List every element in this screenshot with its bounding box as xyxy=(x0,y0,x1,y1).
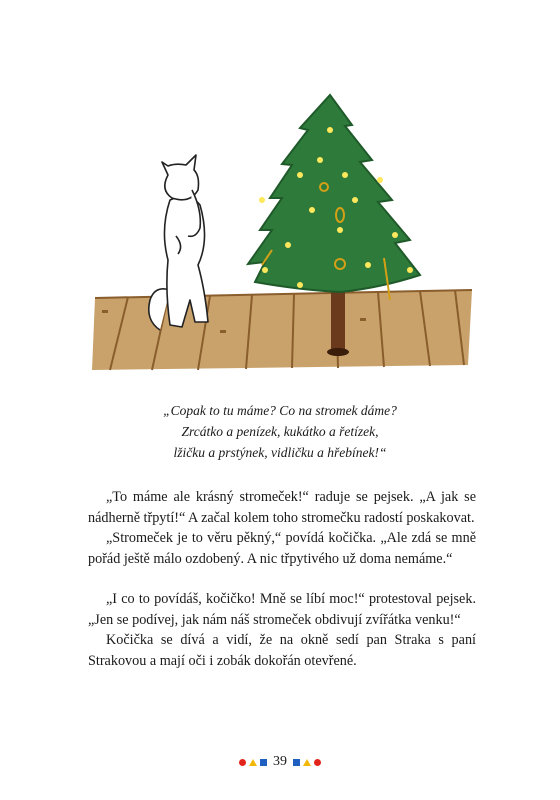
paragraph: „I co to povídáš, kočičko! Mně se líbí moc!“ protestoval pejsek. „Jen se podívej, jak nám náš stromeček obdivují zvířátka venku!“ xyxy=(88,591,476,628)
blue-square-icon xyxy=(293,759,300,766)
poem-line: „Copak to tu máme? Co na stromek dáme? xyxy=(163,403,397,418)
footer-shapes-left xyxy=(239,759,267,766)
poem-line: Zrcátko a penízek, kukátko a řetízek, xyxy=(181,424,379,439)
yellow-triangle-icon xyxy=(249,759,257,766)
page-footer xyxy=(0,752,560,772)
paragraph: „Stromeček je to věru pěkný,“ povídá kočička. „Ale zdá se mně pořád ještě málo ozdobený. A nic třpytivého už doma nemáme.“ xyxy=(88,530,476,567)
paragraph: Kočička se dívá a vidí, že na okně sedí pan Straka s paní Strakovou a mají oči i zobák dokořán otevřené. xyxy=(88,632,476,669)
poem xyxy=(100,400,460,463)
illustration xyxy=(0,0,560,380)
red-dot-icon xyxy=(314,759,321,766)
blue-square-icon xyxy=(260,759,267,766)
story-text xyxy=(88,487,476,671)
footer-shapes-right xyxy=(293,759,321,766)
page-number: 39 xyxy=(273,754,287,769)
paragraph: „To máme ale krásný stromeček!“ raduje se pejsek. „A jak se nádherně třpytí!“ A začal kolem toho stromečku radostí poskakovat. xyxy=(88,489,476,526)
cat-icon xyxy=(149,155,208,330)
yellow-triangle-icon xyxy=(303,759,311,766)
poem-line: lžičku a prstýnek, vidličku a hřebínek!“ xyxy=(173,445,387,460)
red-dot-icon xyxy=(239,759,246,766)
